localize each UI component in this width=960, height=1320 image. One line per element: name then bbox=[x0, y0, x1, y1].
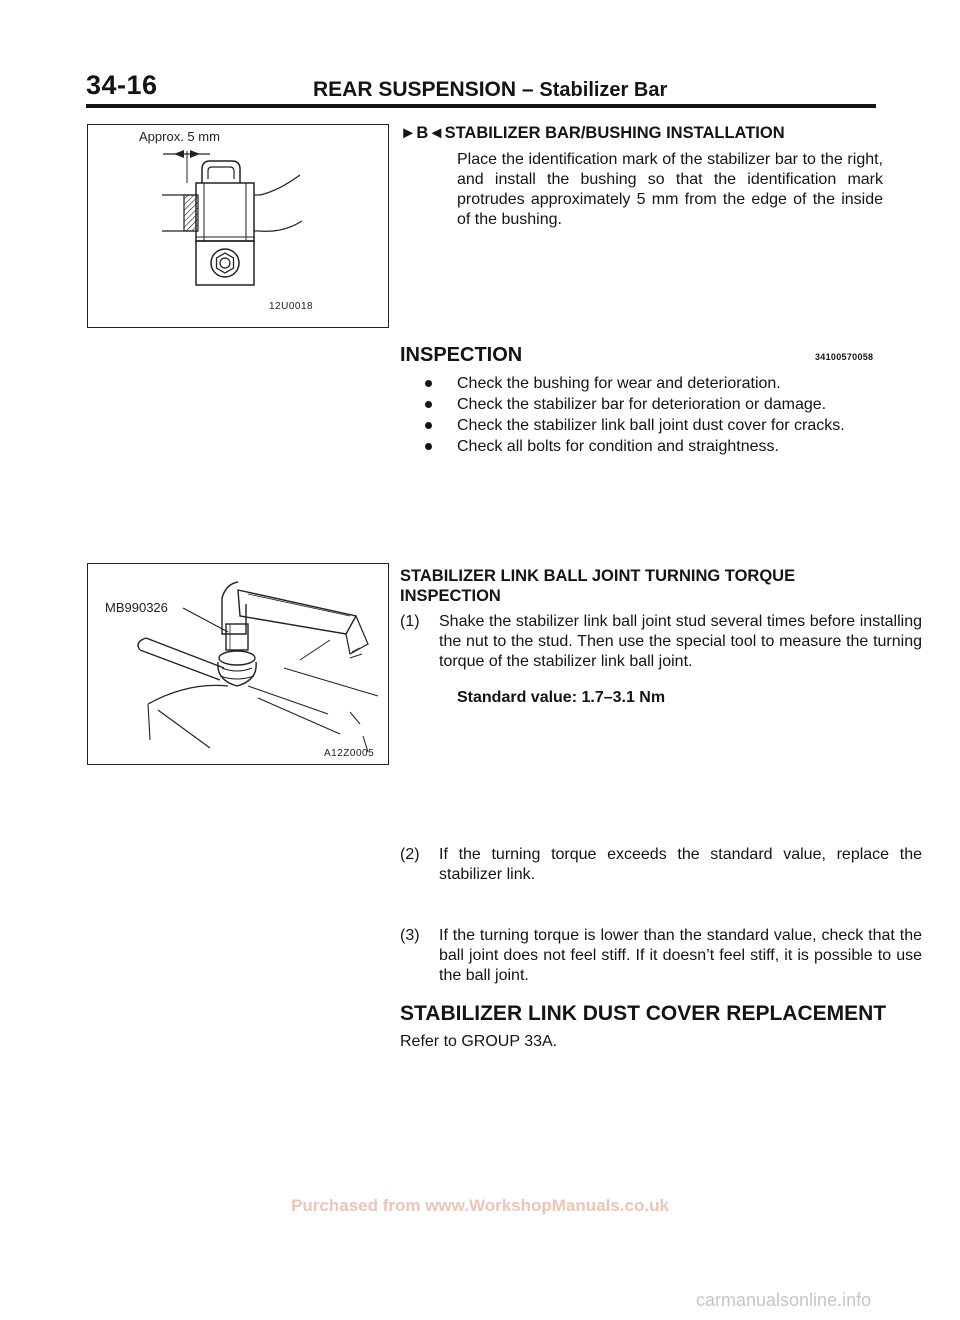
bushing-diagram bbox=[88, 125, 388, 327]
list-item: Check all bolts for condition and straightness. bbox=[420, 436, 890, 457]
bushing-dimension-label: Approx. 5 mm bbox=[139, 129, 220, 144]
page-number: 34-16 bbox=[86, 70, 158, 100]
special-tool-label: MB990326 bbox=[105, 600, 168, 615]
standard-value: Standard value: 1.7–3.1 Nm bbox=[457, 689, 666, 706]
section-b-body: Place the identification mark of the stabilizer bar to the right, and install the bushing so that the identification mark protrudes approximately 5 mm from the edge of the inside of the bushing. bbox=[457, 151, 883, 228]
section-b-heading: ►B◄STABILIZER BAR/BUSHING INSTALLATION bbox=[400, 124, 785, 142]
inspection-list bbox=[420, 373, 890, 457]
torque-step-2: (2) If the turning torque exceeds the standard value, replace the stabilizer link. bbox=[400, 846, 922, 883]
dust-cover-body: Refer to GROUP 33A. bbox=[400, 1033, 558, 1050]
bullet-icon bbox=[425, 380, 432, 387]
dust-cover-heading: STABILIZER LINK DUST COVER REPLACEMENT bbox=[400, 1002, 887, 1025]
torque-step-1: (1) Shake the stabilizer link ball joint stud several times before installing the nut to the stud. Then use the special tool to measure the turning torque of the stabilizer link ball joint. bbox=[400, 613, 922, 670]
footer-purchase-note: Purchased from www.WorkshopManuals.co.uk bbox=[291, 1196, 669, 1215]
torque-heading: STABILIZER LINK BALL JOINT TURNING TORQUE INSPECTION bbox=[400, 567, 796, 605]
list-item: Check the bushing for wear and deterioration. bbox=[420, 373, 890, 394]
bullet-icon bbox=[425, 401, 432, 408]
bullet-icon bbox=[425, 422, 432, 429]
subsection-title: Stabilizer Bar bbox=[539, 79, 668, 101]
ball-joint-figure bbox=[87, 563, 389, 765]
inspection-code: 34100570058 bbox=[815, 352, 874, 362]
ball-joint-figure-code: A12Z0005 bbox=[324, 748, 375, 759]
bushing-figure bbox=[87, 124, 389, 328]
header-rule bbox=[86, 104, 876, 108]
title-dash: – bbox=[521, 78, 534, 101]
section-title: REAR SUSPENSION bbox=[313, 78, 517, 101]
site-watermark: carmanualsonline.info bbox=[696, 1290, 872, 1310]
page-title bbox=[313, 78, 667, 102]
list-item: Check the stabilizer link ball joint dust cover for cracks. bbox=[420, 415, 890, 436]
inspection-heading: INSPECTION bbox=[400, 344, 523, 366]
torque-step-3: (3) If the turning torque is lower than the standard value, check that the ball joint does not feel stiff. If it doesn’t feel stiff, it is possible to use the ball joint. bbox=[400, 927, 922, 984]
bushing-figure-code: 12U0018 bbox=[269, 301, 314, 312]
bullet-icon bbox=[425, 443, 432, 450]
list-item: Check the stabilizer bar for deterioration or damage. bbox=[420, 394, 890, 415]
ball-joint-diagram bbox=[88, 564, 388, 764]
